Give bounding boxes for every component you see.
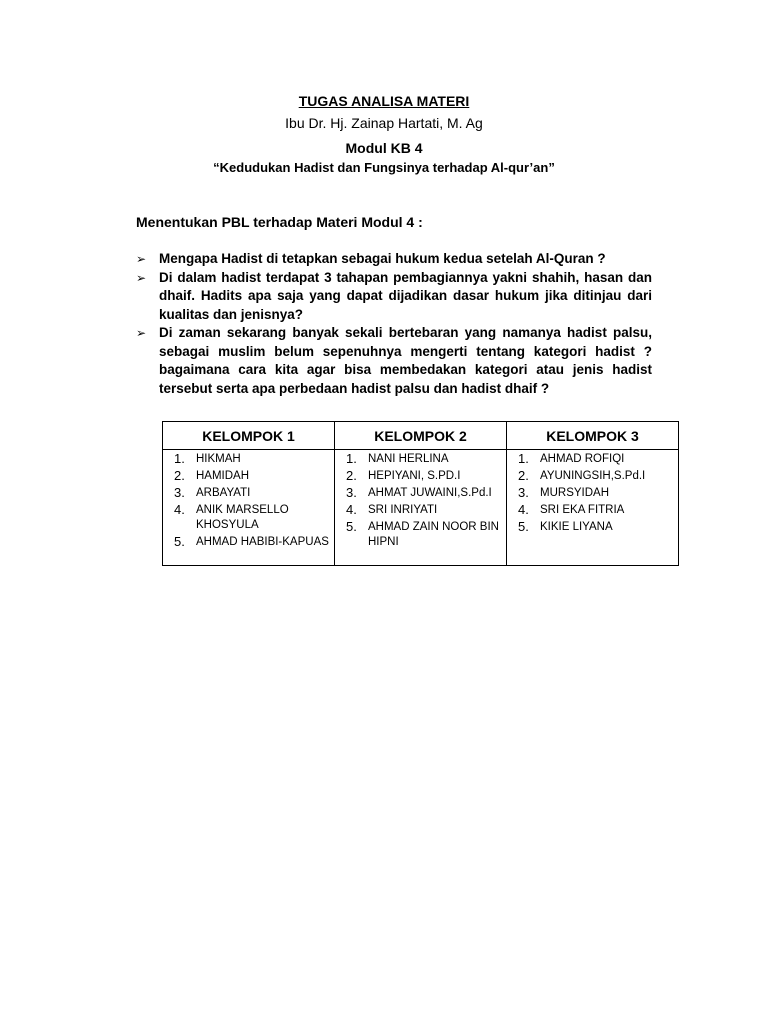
question-item — [136, 269, 652, 325]
member-number: 3. — [346, 485, 357, 500]
member-number: 2. — [518, 468, 529, 483]
member-item — [339, 451, 502, 467]
member-name: MURSYIDAH — [540, 487, 610, 499]
member-number: 3. — [174, 485, 185, 500]
member-number: 2. — [174, 468, 185, 483]
member-name: HIKMAH — [196, 453, 241, 465]
member-name: HAMIDAH — [196, 470, 250, 482]
group-table — [162, 421, 679, 566]
member-item — [511, 468, 674, 484]
member-item — [339, 502, 502, 518]
question-text: Di dalam hadist terdapat 3 tahapan pembagiannya yakni shahih, hasan dan dhaif. Hadits apa saja yang dapat dijadikan dasar hukum jika ditinjau dari kualitas dan jenisnya? — [159, 269, 652, 322]
member-number: 1. — [518, 451, 529, 466]
group-header-row — [163, 422, 679, 450]
member-name: ARBAYATI — [196, 487, 251, 499]
member-number: 5. — [174, 534, 185, 549]
member-name: KIKIE LIYANA — [540, 521, 613, 533]
member-item — [339, 519, 502, 550]
member-item — [339, 468, 502, 484]
module-title: Modul KB 4 — [345, 140, 423, 156]
member-number: 4. — [518, 502, 529, 517]
member-number: 1. — [174, 451, 185, 466]
member-name: AHMAD ZAIN NOOR BIN HIPNI — [368, 521, 499, 548]
member-number: 3. — [518, 485, 529, 500]
member-number: 5. — [346, 519, 357, 534]
group-1-cell — [163, 450, 335, 566]
member-number: 2. — [346, 468, 357, 483]
member-item — [167, 485, 330, 501]
document-title: TUGAS ANALISA MATERI — [298, 93, 470, 109]
member-name: SRI INRIYATI — [368, 504, 438, 516]
member-name: SRI EKA FITRIA — [540, 504, 625, 516]
question-text: Mengapa Hadist di tetapkan sebagai hukum kedua setelah Al-Quran ? — [159, 251, 606, 266]
member-item — [167, 534, 330, 550]
arrow-bullet-icon: ➢ — [136, 270, 147, 285]
member-name: NANI HERLINA — [368, 453, 449, 465]
group-2-header: KELOMPOK 2 — [335, 422, 507, 450]
group-members-row — [163, 450, 679, 566]
member-item — [167, 502, 330, 533]
question-item — [136, 324, 652, 398]
member-item — [511, 502, 674, 518]
member-number: 1. — [346, 451, 357, 466]
group-3-header: KELOMPOK 3 — [507, 422, 679, 450]
arrow-bullet-icon: ➢ — [136, 252, 147, 266]
group-2-member-list — [339, 451, 502, 550]
member-name: AYUNINGSIH,S.Pd.I — [540, 470, 646, 482]
group-1-member-list — [167, 451, 330, 550]
member-number: 4. — [346, 502, 357, 517]
member-name: AHMAT JUWAINI,S.Pd.I — [368, 487, 492, 499]
group-1-header: KELOMPOK 1 — [163, 422, 335, 450]
group-2-cell — [335, 450, 507, 566]
intro-heading: Menentukan PBL terhadap Materi Modul 4 : — [136, 214, 423, 230]
member-item — [511, 519, 674, 535]
question-text: Di zaman sekarang banyak sekali bertebaran yang namanya hadist palsu, sebagai muslim belum sepenuhnya mengerti tentang kategori hadist ? bagaimana cara kita agar bisa membedakan kategori atau jenis hadist tersebut serta apa perbedaan hadist palsu dan hadist dhaif ? — [159, 325, 652, 396]
question-list — [136, 250, 652, 398]
arrow-bullet-icon: ➢ — [136, 326, 147, 340]
module-subtitle: “Kedudukan Hadist dan Fungsinya terhadap Al-qur’an” — [213, 160, 555, 175]
member-item — [167, 468, 330, 484]
member-name: AHMAD HABIBI-KAPUAS — [196, 536, 329, 548]
member-item — [339, 485, 502, 501]
member-name: HEPIYANI, S.PD.I — [368, 470, 461, 482]
member-item — [511, 485, 674, 501]
lecturer-name: Ibu Dr. Hj. Zainap Hartati, M. Ag — [285, 115, 483, 131]
member-item — [511, 451, 674, 467]
question-item — [136, 250, 652, 269]
member-item — [167, 451, 330, 467]
member-number: 5. — [518, 519, 529, 534]
group-3-member-list — [511, 451, 674, 535]
member-number: 4. — [174, 502, 185, 517]
member-name: ANIK MARSELLO KHOSYULA — [196, 504, 289, 531]
group-3-cell — [507, 450, 679, 566]
member-name: AHMAD ROFIQI — [540, 453, 625, 465]
